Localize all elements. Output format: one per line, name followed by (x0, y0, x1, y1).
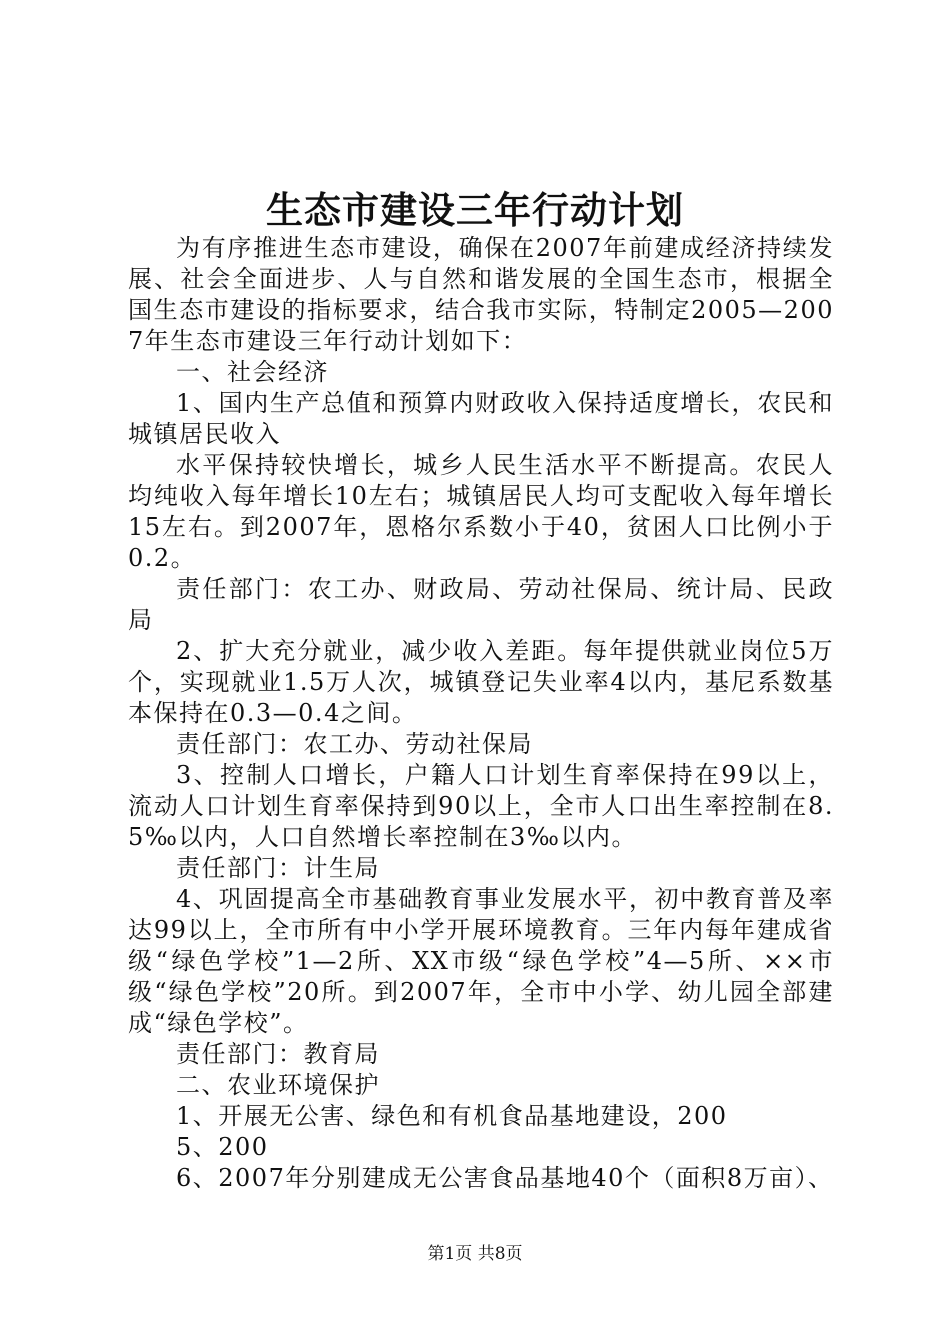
item-4-paragraph: 4、巩固提高全市基础教育事业发展水平，初中教育普及率达99以上，全市所有中小学开展环境教育。三年内每年建成省级“绿色学校”1—2所、XX市级“绿色学校”4—5所、××市级“绿色学校”20所。到2007年，全市中小学、幼儿园全部建成“绿色学校”。 (128, 885, 834, 1037)
section-heading-agriculture-environment: 二、农业环境保护 (176, 1071, 380, 1099)
item-3-paragraph: 3、控制人口增长，户籍人口计划生育率保持在99以上，流动人口计划生育率保持到90以上，全市人口出生率控制在8.5‰以内，人口自然增长率控制在3‰以内。 (128, 761, 834, 851)
section-heading-social-economy: 一、社会经济 (176, 358, 329, 386)
agri-item-1-paragraph: 1、开展无公害、绿色和有机食品基地建设，200 (176, 1102, 728, 1130)
responsible-departments-2: 责任部门：农工办、劳动社保局 (176, 730, 533, 758)
responsible-departments-3: 责任部门：计生局 (176, 854, 380, 882)
document-title: 生态市建设三年行动计划 (266, 188, 684, 232)
agri-item-fragment-paragraph: 5、200 (176, 1133, 269, 1161)
responsible-departments-1: 责任部门：农工办、财政局、劳动社保局、统计局、民政局 (128, 575, 834, 634)
item-2-paragraph: 2、扩大充分就业，减少收入差距。每年提供就业岗位5万个，实现就业1.5万人次，城镇登记失业率4以内，基尼系数基本保持在0.3—0.4之间。 (128, 637, 834, 727)
item-1-paragraph: 1、国内生产总值和预算内财政收入保持适度增长，农民和城镇居民收入 (128, 389, 834, 448)
agri-item-6-paragraph: 6、2007年分别建成无公害食品基地40个（面积8万亩）、 (176, 1164, 834, 1192)
page-number-footer: 第1页 共8页 (427, 1244, 523, 1264)
responsible-departments-4: 责任部门：教育局 (176, 1040, 380, 1068)
item-1-continued-paragraph: 水平保持较快增长，城乡人民生活水平不断提高。农民人均纯收入每年增长10左右；城镇居民人均可支配收入每年增长15左右。到2007年，恩格尔系数小于40，贫困人口比例小于0.2。 (128, 451, 834, 572)
intro-paragraph: 为有序推进生态市建设，确保在2007年前建成经济持续发展、社会全面进步、人与自然和谐发展的全国生态市，根据全国生态市建设的指标要求，结合我市实际，特制定2005—2007年生态市建设三年行动计划如下： (128, 234, 834, 355)
document-body (128, 233, 834, 1194)
